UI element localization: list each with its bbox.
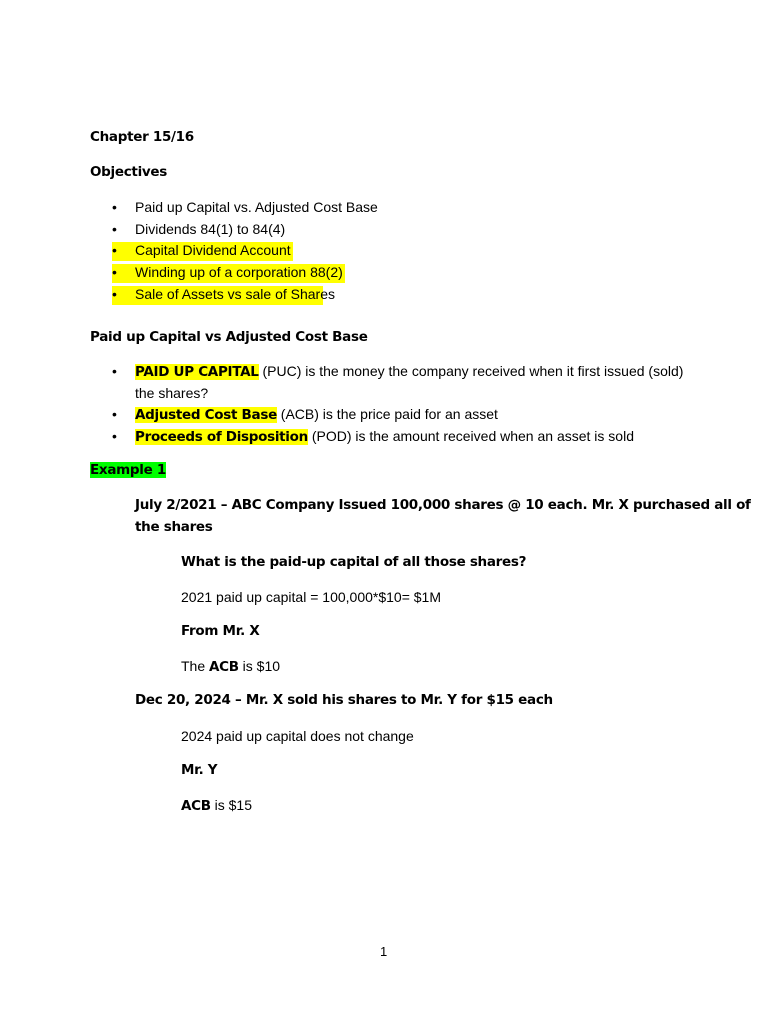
section-heading: Paid up Capital vs Adjusted Cost Base (90, 329, 368, 345)
objectives-heading: Objectives (90, 164, 167, 180)
bullet-icon: • (112, 242, 117, 258)
bullet-icon: • (112, 286, 117, 302)
example-question: What is the paid-up capital of all those shares? (181, 554, 527, 570)
mr-y: Mr. Y (181, 762, 218, 778)
puc-2021: 2021 paid up capital = 100,000*$10= $1M (181, 589, 441, 605)
acb-mr-x: The ACB is $10 (181, 658, 281, 675)
list-item-highlighted: • Capital Dividend Account (112, 242, 293, 261)
bullet-icon: • (112, 199, 117, 215)
bullet-icon: • (112, 363, 117, 379)
example-label: Example 1 (90, 462, 166, 478)
term-pod: Proceeds of Disposition (135, 429, 308, 445)
example-line-2: Dec 20, 2024 – Mr. X sold his shares to Mr. Y for $15 each (135, 692, 553, 708)
example-line-1: July 2/2021 – ABC Company Issued 100,000 shares @ 10 each. Mr. X purchased all of (135, 497, 751, 513)
puc-2024: 2024 paid up capital does not change (181, 728, 414, 744)
from-mr-x: From Mr. X (181, 623, 260, 639)
bullet-icon: • (112, 264, 117, 280)
page-number: 1 (380, 944, 388, 959)
example-line-1-cont: the shares (135, 519, 213, 535)
bullet-icon: • (112, 428, 117, 444)
list-item-highlighted: • Sale of Assets vs sale of Shares (112, 286, 323, 305)
bullet-icon: • (112, 406, 117, 422)
definition-continuation: the shares? (135, 385, 209, 401)
list-item-highlighted: • Winding up of a corporation 88(2) (112, 264, 345, 283)
term-acb: Adjusted Cost Base (135, 407, 277, 423)
chapter-title: Chapter 15/16 (90, 129, 194, 145)
bullet-icon: • (112, 221, 117, 237)
term-puc: PAID UP CAPITAL (135, 364, 259, 380)
acb-mr-y: ACB is $15 (181, 797, 252, 814)
